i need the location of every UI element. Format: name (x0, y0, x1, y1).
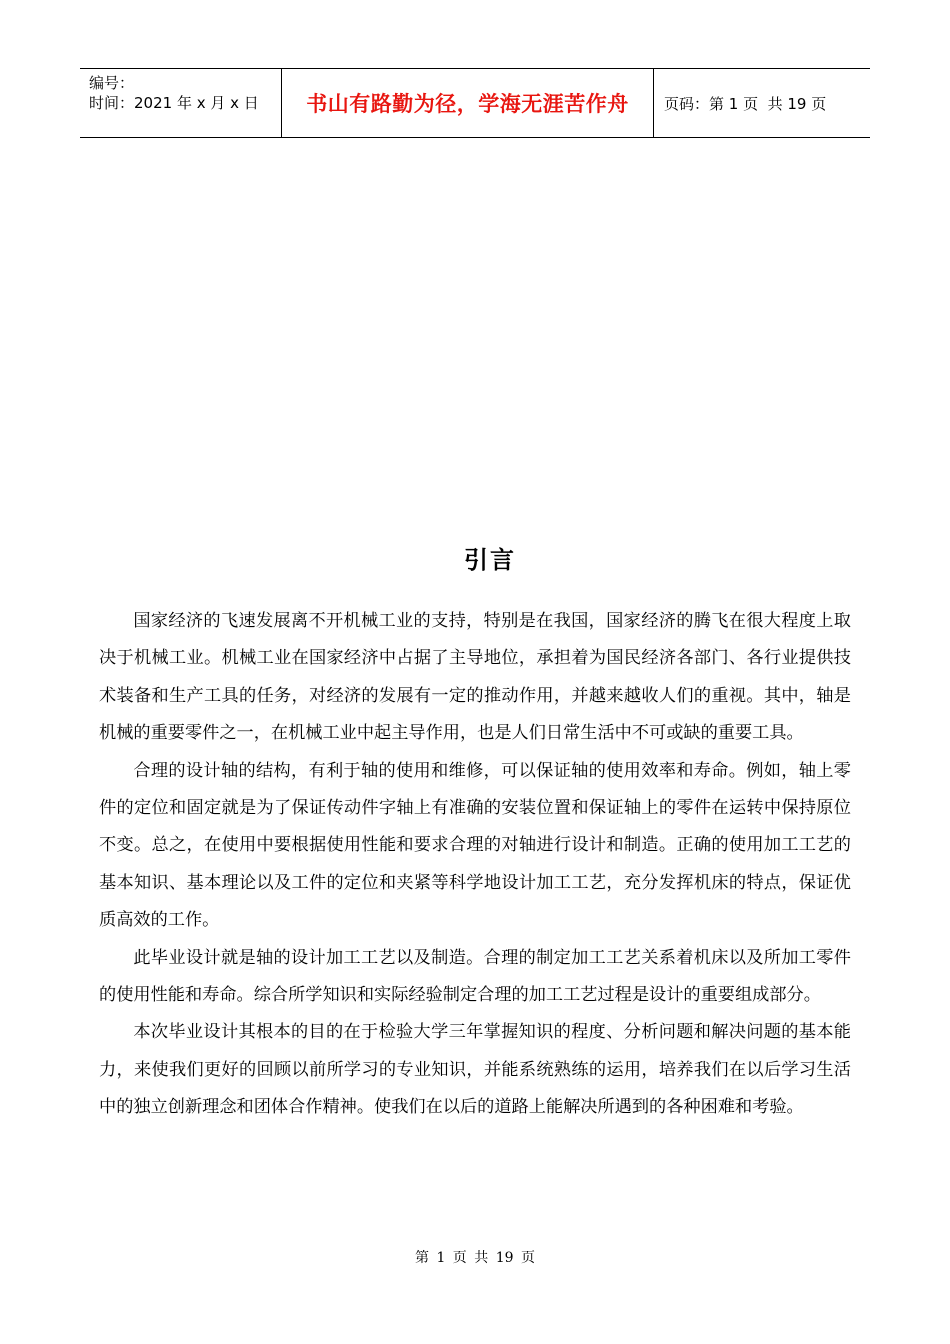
serial-number-label: 编号： (89, 74, 135, 92)
paragraph: 合理的设计轴的结构，有利于轴的使用和维修，可以保证轴的使用效率和寿命。例如，轴上零件的定位和固定就是为了保证传动件字轴上有准确的安装位置和保证轴上的零件在运转中保持原位不变。总之，在使用中要根据使用性能和要求合理的对轴进行设计和制造。正确的使用加工工艺的基本知识、基本理论以及工件的定位和夹紧等科学地设计加工工艺，充分发挥机床的特点，保证优质高效的工作。 (99, 760, 851, 931)
paragraph: 此毕业设计就是轴的设计加工工艺以及制造。合理的制定加工工艺关系着机床以及所加工零件的使用性能和寿命。综合所学知识和实际经验制定合理的加工工艺过程是设计的重要组成部分。 (99, 947, 851, 1006)
document-title: 引言 (464, 546, 516, 574)
header-table (80, 68, 870, 138)
body-text (99, 603, 851, 1127)
paragraph: 本次毕业设计其根本的目的在于检验大学三年掌握知识的程度、分析问题和解决问题的基本能力，来使我们更好的回顾以前所学习的专业知识，并能系统熟练的运用，培养我们在以后学习生活中的独立创新理念和团体合作精神。使我们在以后的道路上能解决所遇到的各种困难和考验。 (99, 1022, 851, 1118)
motto-text: 书山有路勤为径，学海无涯苦作舟 (306, 92, 629, 116)
header-page-cell (654, 69, 870, 137)
header-motto-cell (282, 69, 654, 137)
page-footer: 第 1 页 共 19 页 (415, 1250, 535, 1266)
header-page-info: 页码：第 1 页 共 19 页 (664, 94, 827, 113)
header-meta-cell (80, 69, 282, 137)
paragraph: 国家经济的飞速发展离不开机械工业的支持，特别是在我国，国家经济的腾飞在很大程度上取决于机械工业。机械工业在国家经济中占据了主导地位，承担着为国民经济各部门、各行业提供技术装备和生产工具的任务，对经济的发展有一定的推动作用，并越来越收人们的重视。其中，轴是机械的重要零件之一，在机械工业中起主导作用，也是人们日常生活中不可或缺的重要工具。 (99, 611, 851, 744)
date-line: 时间：2021 年 x 月 x 日 (89, 94, 259, 112)
